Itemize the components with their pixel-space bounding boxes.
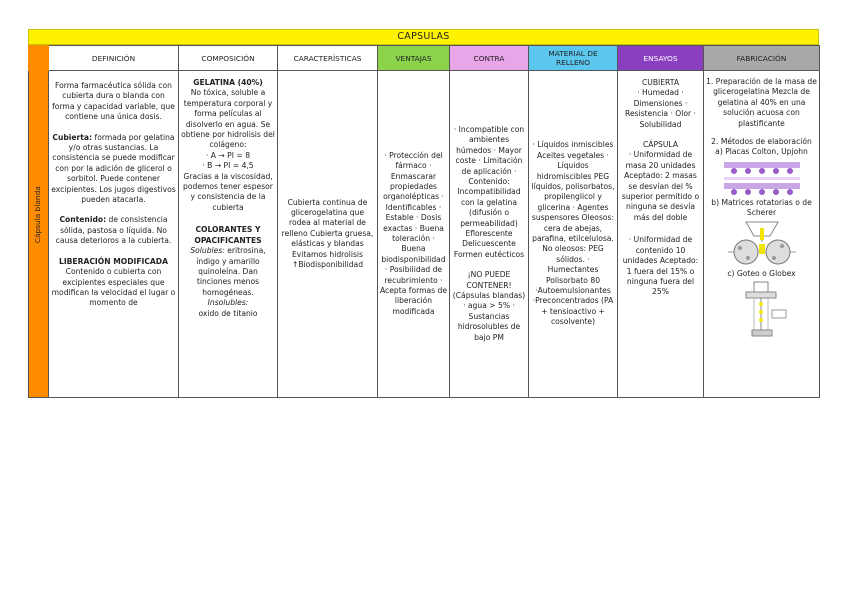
placas-colton-diagram — [722, 159, 802, 197]
contenido-text: de consistencia sólida, pastosa o líquida. No causa deterioros a la cubierta. — [55, 215, 172, 246]
fabricacion-p1: 1. Preparación de la masa de glicerogelatina Mezcla de gelatina al 40% en una solución acuosa con plastificante — [706, 77, 817, 128]
caracteristicas-text: Cubierta continua de glicerogelatina que rodea al material de relleno Cubierta gruesa, elásticas y blandas Evitamos hidrolisis ↑Biodisponibilidad — [281, 197, 374, 270]
header-ensayos: ENSAYOS — [618, 46, 704, 71]
contra-list: · agua > 5% · Sustancias hidrosolubles de bajo PM — [457, 301, 521, 342]
composicion-cell — [179, 71, 278, 398]
gelatina-title: GELATINA (40%) — [193, 78, 263, 87]
insolubles-text: oxido de titanio — [198, 308, 258, 318]
contra-warning: ¡NO PUEDE CONTENER! (Cápsulas blandas) — [452, 270, 526, 301]
ensayos-cubierta-title: CUBIERTA — [641, 78, 680, 87]
side-label-cell — [29, 71, 49, 398]
cubierta-paragraph — [51, 133, 176, 206]
colorantes-title: COLORANTES Y OPACIFICANTES — [194, 225, 262, 245]
header-composicion: COMPOSICIÓN — [179, 46, 278, 71]
contenido-title: Contenido: — [59, 215, 107, 225]
header-caracteristicas: CARACTERÍSTICAS — [278, 46, 378, 71]
contra-text: · Incompatible con ambientes húmedos · Mayor coste · Limitación de aplicación · Contenido: Incompatibilidad con la gelatina (difusión o permeabilidad) Eflorescente Delicuescente Formen eutécticos — [453, 124, 525, 259]
ensayos-contenido: · Uniformidad de contenido 10 unidades Aceptado: 1 fuera del 15% o ninguna fuera del 25% — [622, 235, 699, 297]
capsulas-sheet — [28, 29, 819, 398]
definicion-cell — [49, 71, 179, 398]
insolubles-label: Insolubles: — [207, 298, 249, 308]
cubierta-title: Cubierta: — [52, 132, 93, 142]
ventajas-text: · Protección del fármaco · Enmascarar propiedades organolépticas · Identificables · Estable · Dosis exactas · Buena toleración · Buena biodisponibilidad · Posibilidad de recubrimiento · Acepta formas de liberación modificada — [380, 150, 447, 316]
contenido-paragraph — [51, 215, 176, 246]
caracteristicas-cell — [278, 71, 378, 398]
material-cell — [529, 71, 618, 398]
gelatina-gracias: Gracias a la viscosidad, podemos tener espesor y consistencia de la cubierta — [183, 171, 273, 212]
header-definicion: DEFINICIÓN — [49, 46, 179, 71]
material-text: · Líquidos inmiscibles Aceites vegetales · Líquidos hidromiscibles PEG líquidos, polisorbatos, propilenglicol y glicerina · Agentes suspensores Oleosos: cera de abejas, parafina, etilcelulosa. No oleosos: PEG sólidos. · Humectantes Polisorbato 80 ·Autoemulsionantes ·Preconcentrados (PA + tensioactivo + cosolvente) — [531, 140, 615, 327]
header-contra: CONTRA — [450, 46, 529, 71]
matrices-rotatorias-diagram — [726, 220, 798, 268]
capsulas-table — [28, 45, 820, 398]
ensayos-cell — [618, 71, 704, 398]
ensayos-masa: · Uniformidad de masa 20 unidades Aceptado: 2 masas se desvían del % superior permitido o ninguna se desvía más del doble — [621, 150, 700, 222]
fabricacion-cell — [704, 71, 820, 398]
header-side — [29, 46, 49, 71]
fabricacion-b: b) Matrices rotatorias o de Scherer — [711, 197, 812, 218]
ensayos-capsula-title: CÁPSULA — [642, 140, 679, 150]
ensayos-cubierta-list: · Humedad · Dimensiones · Resistencia · Olor · Solubilidad — [625, 88, 696, 129]
liberacion-title: LIBERACIÓN MODIFICADA — [58, 256, 168, 266]
gelatina-a: · A → PI = 8 — [205, 150, 251, 160]
solubles-paragraph — [181, 246, 275, 298]
side-label: Cápsula blanda — [32, 185, 42, 243]
liberacion-text: Contenido o cubierta con excipientes especiales que modifican la velocidad el lugar o momento de — [51, 267, 176, 308]
solubles-label: Solubles: — [190, 246, 225, 256]
header-ventajas: VENTAJAS — [378, 46, 450, 71]
fabricacion-p2: 2. Métodos de elaboración — [711, 137, 812, 147]
solubles-text: eritrosina, índigo y amarillo quinoleína. Dan tinciones menos homogéneas. — [196, 246, 266, 297]
definicion-text: Forma farmacéutica sólida con cubierta dura o blanda con forma y capacidad variable, que contiene una única dosis. — [52, 81, 175, 122]
fabricacion-a: a) Placas Colton, Upjohn — [715, 147, 808, 157]
gelatina-text: No tóxica, soluble a temperatura corporal y forma películas al disolverlo en agua. Se obtiene por hidrolisis del colágeno: — [181, 88, 275, 150]
contra-cell — [450, 71, 529, 398]
gelatina-b: · B → PI = 4,5 — [202, 161, 254, 171]
cubierta-text: formada por gelatina y/o otras sustancias. La consistencia se puede modificar con por la adición de glicerol o sorbitol. Puede contener excipientes. Los jugos digestivos pueden atacarla. — [51, 132, 176, 205]
sheet-title: CAPSULAS — [28, 29, 819, 45]
ventajas-cell — [378, 71, 450, 398]
header-row — [29, 46, 820, 71]
header-material: MATERIAL DE RELLENO — [529, 46, 618, 71]
goteo-globex-diagram — [732, 280, 792, 338]
fabricacion-c: c) Goteo o Globex — [727, 268, 796, 278]
header-fabricacion: FABRICACIÓN — [704, 46, 820, 71]
capsula-blanda-row — [29, 71, 820, 398]
